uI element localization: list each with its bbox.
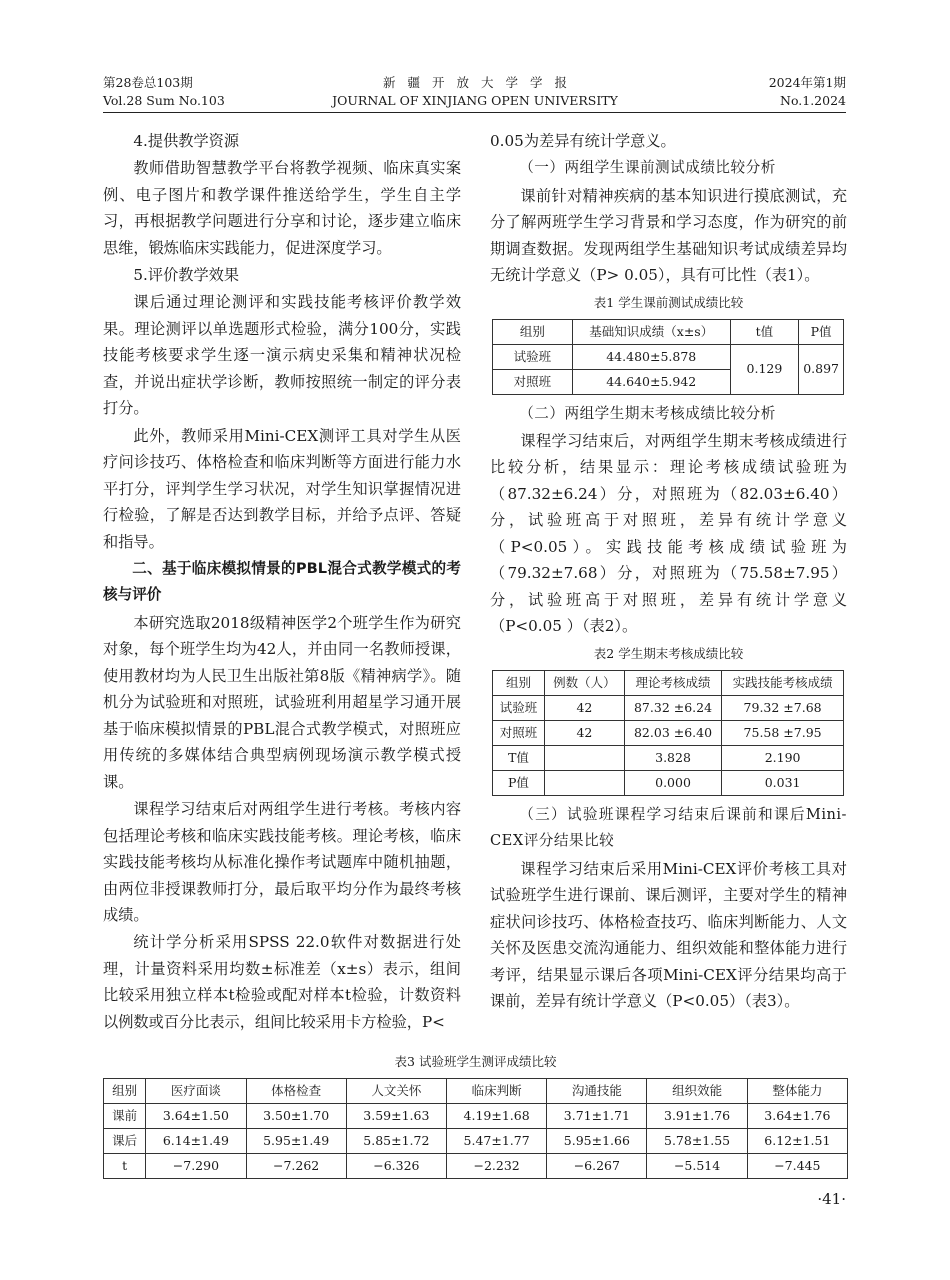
table-cell: 对照班 bbox=[493, 369, 573, 394]
paragraph: 统计学分析采用SPSS 22.0软件对数据进行处理，计量资料采用均数±标准差（x±s）表示，组间比较采用独立样本t检验或配对样本t检验，计数资料以例数或百分比表示，组间比较采用卡方检验，P< bbox=[103, 933, 461, 1031]
table-cell: 82.03 ±6.40 bbox=[624, 720, 721, 745]
table-cell: 对照班 bbox=[493, 720, 545, 745]
table-header-cell: 体格检查 bbox=[246, 1079, 346, 1104]
table-row bbox=[493, 770, 844, 795]
table-cell: −7.262 bbox=[246, 1154, 346, 1179]
running-header-right bbox=[769, 74, 846, 110]
table-row bbox=[493, 344, 844, 369]
table-header-cell: 组织效能 bbox=[647, 1079, 747, 1104]
table-cell: 0.897 bbox=[799, 344, 844, 394]
table-cell: t bbox=[104, 1154, 146, 1179]
table-cell: 6.14±1.49 bbox=[146, 1129, 246, 1154]
table-header-cell: 人文关怀 bbox=[346, 1079, 446, 1104]
paragraph-continued: 0.05为差异有统计学意义。 bbox=[490, 132, 676, 150]
table-cell: 0.129 bbox=[730, 344, 799, 394]
table-cell bbox=[544, 745, 624, 770]
subsection-heading-3: （三）试验班课程学习结束后课前和课后Mini-CEX评分结果比较 bbox=[490, 805, 847, 850]
paragraph: 教师借助智慧教学平台将教学视频、临床真实案例、电子图片和教学课件推送给学生，学生自主学习，再根据教学问题进行分享和讨论，逐步建立临床思维，锻炼临床实践能力，促进深度学习。 bbox=[103, 159, 461, 257]
table-cell: P值 bbox=[493, 770, 545, 795]
table-header-cell: 组别 bbox=[493, 670, 545, 695]
table-cell: −6.326 bbox=[346, 1154, 446, 1179]
table-cell: 3.91±1.76 bbox=[647, 1104, 747, 1129]
table1 bbox=[492, 319, 844, 395]
table-cell: 5.95±1.66 bbox=[547, 1129, 647, 1154]
subheading-evaluation: 5.评价教学效果 bbox=[133, 266, 240, 285]
paragraph: 此外，教师采用Mini-CEX测评工具对学生从医疗问诊技巧、体格检查和临床判断等方面进行能力水平打分，评判学生学习状况，对学生知识掌握情况进行检验，了解是否达到教学目标，并给予点评、答疑和指导。 bbox=[103, 426, 461, 551]
left-column bbox=[103, 128, 461, 1036]
table-header-row bbox=[493, 670, 844, 695]
table-cell: 4.19±1.68 bbox=[446, 1104, 546, 1129]
table-cell: 3.64±1.50 bbox=[146, 1104, 246, 1129]
paragraph: 课后通过理论测评和实践技能考核评价教学效果。理论测评以单选题形式检验，满分100分，实践技能考核要求学生逐一演示病史采集和精神状况检查，并说出症状学诊断，教师按照统一制定的评分表打分。 bbox=[103, 293, 461, 418]
subsection-heading-2: （二）两组学生期末考核成绩比较分析 bbox=[519, 404, 776, 422]
table-header-cell: 组别 bbox=[493, 319, 573, 344]
table-header-cell: 沟通技能 bbox=[547, 1079, 647, 1104]
subheading-resources: 4.提供教学资源 bbox=[133, 132, 240, 150]
table-cell: 试验班 bbox=[493, 695, 545, 720]
subsection-heading-1: （一）两组学生课前测试成绩比较分析 bbox=[519, 159, 776, 177]
paragraph: 课程学习结束后对两组学生进行考核。考核内容包括理论考核和临床实践技能考核。理论考核，临床实践技能考核均从标准化操作考试题库中随机抽题，由两位非授课教师打分，最后取平均分作为最终考核成绩。 bbox=[103, 800, 461, 925]
table-cell: 3.71±1.71 bbox=[547, 1104, 647, 1129]
right-column bbox=[490, 128, 847, 1015]
table-cell: 课前 bbox=[104, 1104, 146, 1129]
table-cell: 5.85±1.72 bbox=[346, 1129, 446, 1154]
journal-title-cn: 新疆开放大学学报 bbox=[382, 75, 579, 90]
table3-caption: 表3 试验班学生测评成绩比较 bbox=[394, 1054, 557, 1069]
section-heading: 二、基于临床模拟情景的PBL混合式教学模式的考核与评价 bbox=[103, 559, 461, 604]
header-rule bbox=[103, 112, 846, 113]
table-header-row bbox=[493, 319, 844, 344]
table-cell: −7.290 bbox=[146, 1154, 246, 1179]
table-cell: 42 bbox=[544, 695, 624, 720]
table-cell: 44.640±5.942 bbox=[572, 369, 730, 394]
table-cell: 3.828 bbox=[624, 745, 721, 770]
table-cell: 79.32 ±7.68 bbox=[722, 695, 844, 720]
table-cell bbox=[544, 770, 624, 795]
issue-en: No.1.2024 bbox=[780, 93, 846, 108]
table-row bbox=[104, 1154, 848, 1179]
table-cell: 6.12±1.51 bbox=[747, 1129, 847, 1154]
table-row bbox=[493, 720, 844, 745]
table-cell: −6.267 bbox=[547, 1154, 647, 1179]
table-header-cell: 医疗面谈 bbox=[146, 1079, 246, 1104]
table-header-cell: P值 bbox=[799, 319, 844, 344]
table-cell: 0.000 bbox=[624, 770, 721, 795]
table-header-cell: 基础知识成绩（x±s） bbox=[572, 319, 730, 344]
table-cell: −2.232 bbox=[446, 1154, 546, 1179]
table-cell: −5.514 bbox=[647, 1154, 747, 1179]
page-number: ·41· bbox=[817, 1190, 846, 1208]
paragraph: 课前针对精神疾病的基本知识进行摸底测试，充分了解两班学生学习背景和学习态度，作为研究的前期调查数据。发现两组学生基础知识考试成绩差异均无统计学意义（P> 0.05），具有可比性（表1）。 bbox=[490, 186, 847, 285]
paragraph: 本研究选取2018级精神医学2个班学生作为研究对象，每个班学生均为42人，并由同一名教师授课，使用教材均为人民卫生出版社第8版《精神病学》。随机分为试验班和对照班，试验班利用超星学习通开展基于临床模拟情景的PBL混合式教学模式，对照班应用传统的多媒体结合典型病例现场演示教学模式授课。 bbox=[103, 613, 461, 791]
volume-cn: 第28卷总103期 bbox=[103, 75, 193, 90]
table-header-cell: 理论考核成绩 bbox=[624, 670, 721, 695]
table-cell: 3.50±1.70 bbox=[246, 1104, 346, 1129]
paragraph: 课程学习结束后，对两组学生期末考核成绩进行比较分析，结果显示：理论考核成绩试验班为（87.32±6.24）分，对照班为（82.03±6.40）分，试验班高于对照班，差异有统计学意义（P<0.05）。实践技能考核成绩试验班为（79.32±7.68）分，对照班为（75.58±7.95）分，试验班高于对照班，差异有统计学意义（P<0.05 ）（表2）。 bbox=[490, 431, 847, 636]
table2-caption: 表2 学生期末考核成绩比较 bbox=[593, 645, 744, 661]
table3-block bbox=[103, 1048, 848, 1179]
journal-title-en: JOURNAL OF XINJIANG OPEN UNIVERSITY bbox=[332, 93, 618, 108]
table-cell: 87.32 ±6.24 bbox=[624, 695, 721, 720]
table-cell: 3.64±1.76 bbox=[747, 1104, 847, 1129]
table-row bbox=[493, 745, 844, 770]
table-cell: 3.59±1.63 bbox=[346, 1104, 446, 1129]
table-header-cell: t值 bbox=[730, 319, 799, 344]
table-header-cell: 临床判断 bbox=[446, 1079, 546, 1104]
volume-en: Vol.28 Sum No.103 bbox=[103, 93, 225, 108]
table2 bbox=[492, 670, 844, 796]
table-cell: 5.78±1.55 bbox=[647, 1129, 747, 1154]
table1-caption: 表1 学生课前测试成绩比较 bbox=[593, 294, 744, 310]
table-row bbox=[104, 1104, 848, 1129]
table-header-cell: 组别 bbox=[104, 1079, 146, 1104]
table-cell: 2.190 bbox=[722, 745, 844, 770]
table-header-cell: 实践技能考核成绩 bbox=[722, 670, 844, 695]
table-header-cell: 例数（人） bbox=[544, 670, 624, 695]
table-row bbox=[493, 695, 844, 720]
issue-cn: 2024年第1期 bbox=[768, 75, 846, 90]
table-cell: 44.480±5.878 bbox=[572, 344, 730, 369]
table-cell: 试验班 bbox=[493, 344, 573, 369]
paragraph: 课程学习结束后采用Mini-CEX评价考核工具对试验班学生进行课前、课后测评，主要对学生的精神症状问诊技巧、体格检查技巧、临床判断能力、人文关怀及医患交流沟通能力、组织效能和整体能力进行考评，结果显示课后各项Mini-CEX评分结果均高于课前，差异有统计学意义（P<0.05）（表3）。 bbox=[490, 859, 847, 1011]
table-cell: 5.95±1.49 bbox=[246, 1129, 346, 1154]
table-cell: 75.58 ±7.95 bbox=[722, 720, 844, 745]
table-cell: 42 bbox=[544, 720, 624, 745]
table-cell: 课后 bbox=[104, 1129, 146, 1154]
table-cell: 5.47±1.77 bbox=[446, 1129, 546, 1154]
table-row bbox=[104, 1129, 848, 1154]
table-cell: T值 bbox=[493, 745, 545, 770]
table-cell: 0.031 bbox=[722, 770, 844, 795]
table-cell: −7.445 bbox=[747, 1154, 847, 1179]
table3 bbox=[103, 1078, 848, 1179]
table-header-row bbox=[104, 1079, 848, 1104]
table-header-cell: 整体能力 bbox=[747, 1079, 847, 1104]
